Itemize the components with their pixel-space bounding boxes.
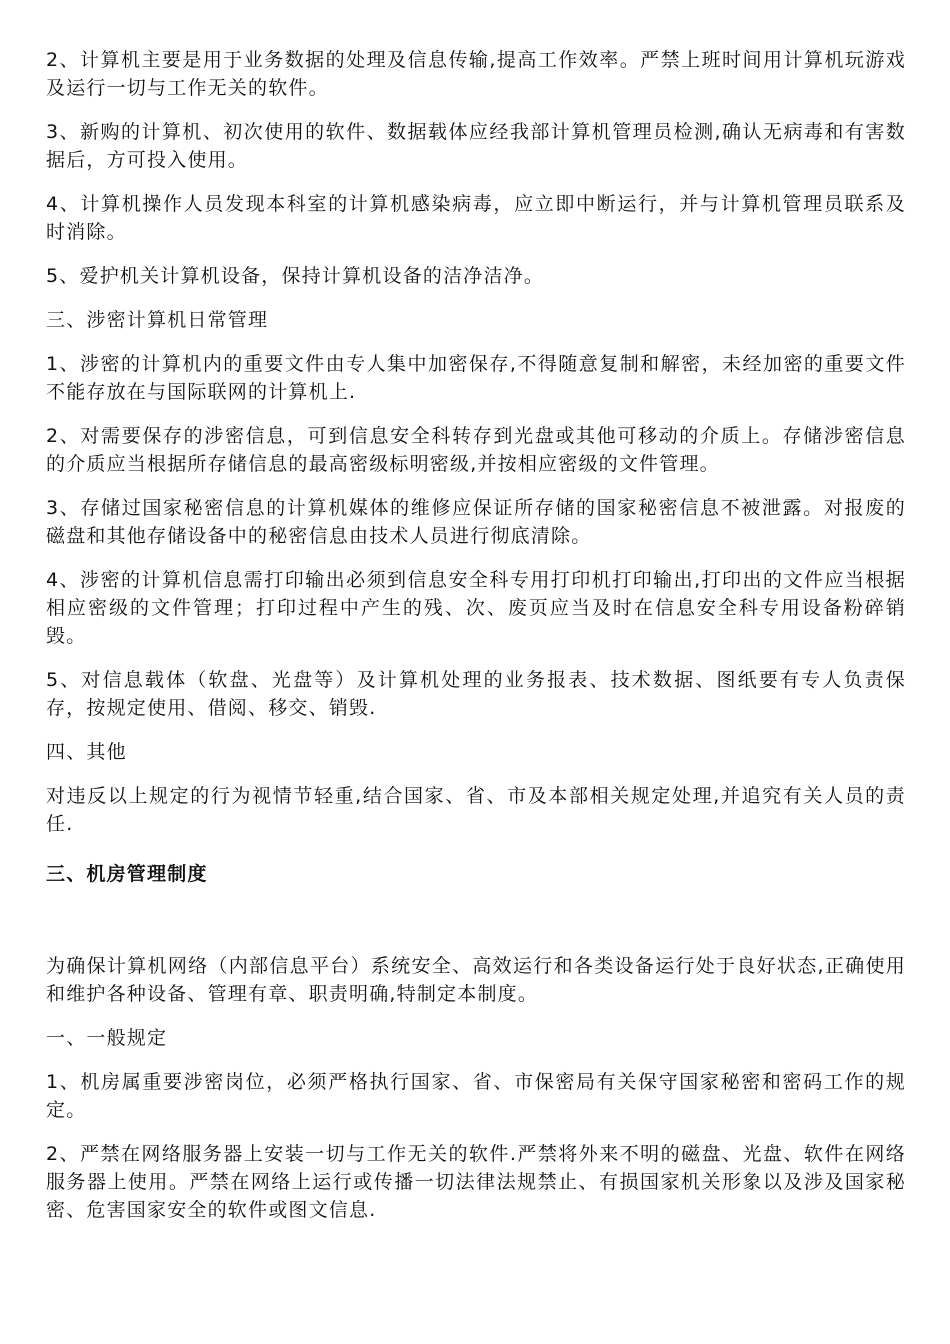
heading-general-rules: 一、一般规定	[46, 1027, 168, 1049]
para-computer-use-3: 3、新购的计算机、初次使用的软件、数据载体应经我部计算机管理员检测,确认无病毒和有害数据后，方可投入使用。	[46, 121, 906, 171]
para-general-2: 2、严禁在网络服务器上安装一切与工作无关的软件.严禁将外来不明的磁盘、光盘、软件在网络服务器上使用。严禁在网络上运行或传播一切法律法规禁止、有损国家机关形象以及涉及国家秘密、危害国家安全的软件或图文信息.	[46, 1143, 906, 1221]
heading-classified-management: 三、涉密计算机日常管理	[46, 309, 269, 331]
para-classified-5: 5、对信息载体（软盘、光盘等）及计算机处理的业务报表、技术数据、图纸要有专人负责保存，按规定使用、借阅、移交、销毁.	[46, 669, 906, 719]
para-server-room-intro: 为确保计算机网络（内部信息平台）系统安全、高效运行和各类设备运行处于良好状态,正确使用和维护各种设备、管理有章、职责明确,特制定本制度。	[46, 955, 906, 1005]
para-general-1: 1、机房属重要涉密岗位，必须严格执行国家、省、市保密局有关保守国家秘密和密码工作的规定。	[46, 1071, 906, 1121]
para-classified-2: 2、对需要保存的涉密信息，可到信息安全科转存到光盘或其他可移动的介质上。存储涉密信息的介质应当根据所存储信息的最高密级标明密级,并按相应密级的文件管理。	[46, 425, 906, 475]
para-computer-use-5: 5、爱护机关计算机设备，保持计算机设备的洁净洁净。	[46, 265, 545, 287]
document-page	[46, 46, 906, 1240]
section-title-server-room: 三、机房管理制度	[46, 863, 208, 885]
para-classified-1: 1、涉密的计算机内的重要文件由专人集中加密保存,不得随意复制和解密，未经加密的重要文件不能存放在与国际联网的计算机上.	[46, 353, 906, 403]
para-classified-3: 3、存储过国家秘密信息的计算机媒体的维修应保证所存储的国家秘密信息不被泄露。对报废的磁盘和其他存储设备中的秘密信息由技术人员进行彻底清除。	[46, 497, 906, 547]
heading-other: 四、其他	[46, 741, 127, 763]
para-computer-use-4: 4、计算机操作人员发现本科室的计算机感染病毒，应立即中断运行，并与计算机管理员联系及时消除。	[46, 193, 906, 243]
para-other: 对违反以上规定的行为视情节轻重,结合国家、省、市及本部相关规定处理,并追究有关人员的责任.	[46, 785, 906, 835]
para-classified-4: 4、涉密的计算机信息需打印输出必须到信息安全科专用打印机打印输出,打印出的文件应当根据相应密级的文件管理；打印过程中产生的残、次、废页应当及时在信息安全科专用设备粉碎销毁。	[46, 569, 906, 647]
para-computer-use-2: 2、计算机主要是用于业务数据的处理及信息传输,提高工作效率。严禁上班时间用计算机玩游戏及运行一切与工作无关的软件。	[46, 49, 906, 99]
